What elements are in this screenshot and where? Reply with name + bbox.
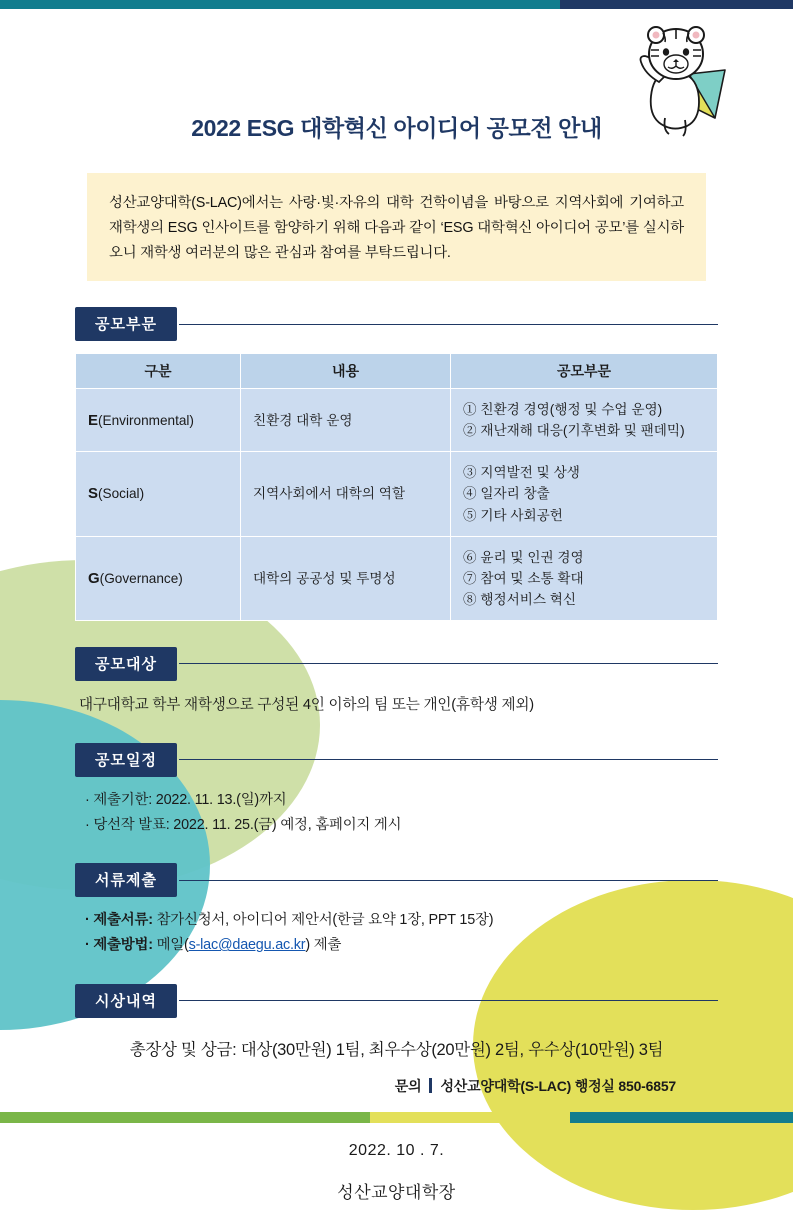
contact-line — [75, 1076, 718, 1096]
row-items-e — [451, 389, 718, 452]
section-tab-label: 서류제출 — [75, 863, 177, 897]
section-tab-label: 공모부문 — [75, 307, 177, 341]
list-item — [85, 933, 714, 958]
email-link[interactable]: s-lac@daegu.ac.kr — [188, 937, 306, 954]
row-naeyong-s: 지역사회에서 대학의 역할 — [241, 452, 451, 536]
row-code-g — [76, 536, 241, 620]
section-iljeong — [75, 743, 718, 838]
code-sub: (Governance) — [99, 570, 183, 586]
section-seoryu — [75, 863, 718, 958]
list-item — [85, 908, 714, 933]
table-header-gubun: 구분 — [76, 354, 241, 389]
tiger-mascot-icon — [629, 22, 739, 140]
section-tab-label: 공모대상 — [75, 647, 177, 681]
intro-paragraph: 성산교양대학(S-LAC)에서는 사랑·빛·자유의 대학 건학이념을 바탕으로 지역사회에 기여하고 재학생의 ESG 인사이트를 함양하기 위해 다음과 같이 ‘ESG 대학혁신 아이디어 공모’를 실시하오니 재학생 여러분의 많은 관심과 참여를 부탁드립니다. — [87, 173, 706, 281]
section-heading-iljeong — [75, 743, 718, 777]
item: ② 재난재해 대응(기후변화 및 팬데믹) — [463, 423, 685, 439]
code-sub: (Social) — [98, 486, 145, 502]
item: ⑥ 윤리 및 인권 경영 — [463, 549, 584, 565]
code-sub: (Environmental) — [98, 412, 194, 428]
page-title: 2022 ESG 대학혁신 아이디어 공모전 안내 — [191, 115, 602, 141]
section-heading-bumun — [75, 307, 718, 341]
item: ⑤ 기타 사회공헌 — [463, 507, 563, 523]
code-letter: E — [88, 411, 99, 429]
bumun-table — [75, 353, 718, 621]
section-sisang — [75, 984, 718, 1096]
submit-docs-text: 참가신청서, 아이디어 제안서(한글 요약 1장, PPT 15장) — [152, 912, 494, 929]
code-letter: G — [88, 569, 100, 587]
row-code-s — [76, 452, 241, 536]
section-heading-daesang — [75, 647, 718, 681]
table-row — [76, 389, 718, 452]
submit-method-pre: 메일( — [152, 937, 189, 954]
table-header-row — [76, 354, 718, 389]
section-tab-label: 시상내역 — [75, 984, 177, 1018]
item: ⑦ 참여 및 소통 확대 — [463, 570, 584, 586]
table-header-bumun: 공모부문 — [451, 354, 718, 389]
row-items-g — [451, 536, 718, 620]
table-header-naeyong: 내용 — [241, 354, 451, 389]
row-naeyong-e: 친환경 대학 운영 — [241, 389, 451, 452]
submit-method-label: · 제출방법: — [85, 937, 153, 954]
section-divider — [179, 759, 718, 760]
section-divider — [179, 324, 718, 325]
contact-text: 성산교양대학(S-LAC) 행정실 850-6857 — [440, 1077, 676, 1094]
item: ④ 일자리 창출 — [463, 486, 550, 502]
section-divider — [179, 663, 718, 664]
item: ① 친환경 경영(행정 및 수업 운영) — [463, 402, 663, 418]
footer-organization: 성산교양대학장 — [337, 1182, 456, 1202]
iljeong-list — [85, 788, 714, 838]
row-naeyong-g: 대학의 공공성 및 투명성 — [241, 536, 451, 620]
seoryu-list — [85, 908, 714, 958]
table-row — [76, 452, 718, 536]
list-item: · 당선작 발표: 2022. 11. 25.(금) 예정, 홈페이지 게시 — [85, 816, 402, 833]
row-items-s — [451, 452, 718, 536]
contact-label: 문의 — [394, 1077, 422, 1094]
contact-separator-icon — [429, 1078, 432, 1093]
item: ③ 지역발전 및 상생 — [463, 465, 580, 481]
submit-method-post: ) 제출 — [305, 937, 342, 954]
list-item: · 제출기한: 2022. 11. 13.(일)까지 — [85, 791, 287, 808]
row-code-e — [76, 389, 241, 452]
section-bumun — [75, 307, 718, 621]
section-daesang — [75, 647, 718, 717]
daesang-text: 대구대학교 학부 재학생으로 구성된 4인 이하의 팀 또는 개인(휴학생 제외) — [79, 696, 534, 713]
prize-text: 총장상 및 상금: 대상(30만원) 1팀, 최우수상(20만원) 2팀, 우수상(10만원) 3팀 — [129, 1040, 664, 1059]
submit-docs-label: · 제출서류: — [85, 912, 153, 929]
footer-date: 2022. 10 . 7. — [348, 1141, 445, 1159]
section-heading-seoryu — [75, 863, 718, 897]
section-heading-sisang — [75, 984, 718, 1018]
section-divider — [179, 880, 718, 881]
code-letter: S — [88, 485, 99, 503]
section-divider — [179, 1000, 718, 1001]
item: ⑧ 행정서비스 혁신 — [463, 591, 577, 607]
section-tab-label: 공모일정 — [75, 743, 177, 777]
table-row — [76, 536, 718, 620]
